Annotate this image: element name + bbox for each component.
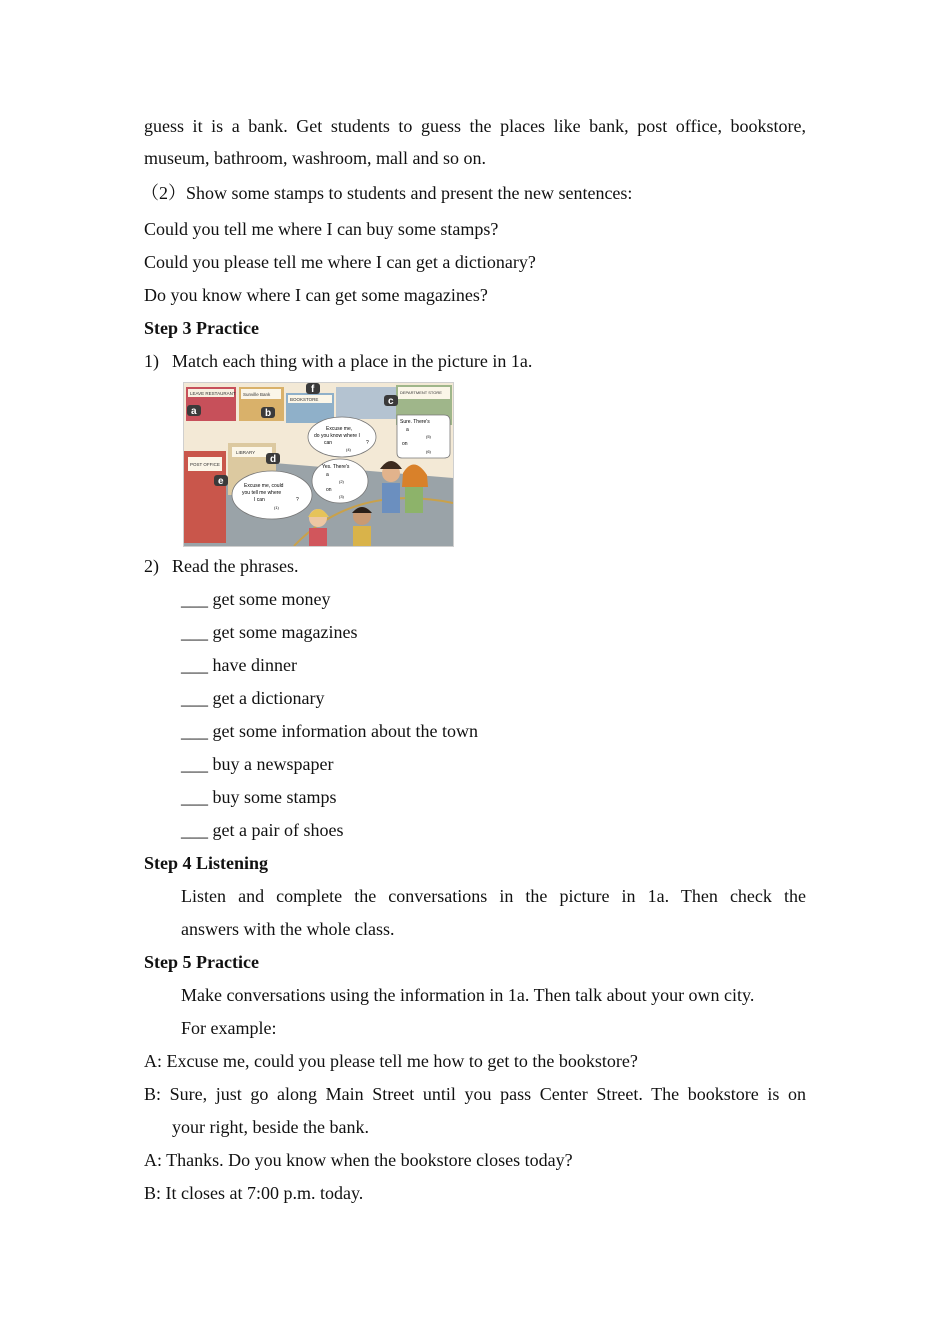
step5-paragraph-line-1: Make conversations using the information in 1a. Then talk about your own city.: [181, 985, 755, 1005]
item-text: Match each thing with a place in the picture in 1a.: [172, 351, 533, 371]
svg-text:b: b: [265, 408, 272, 419]
phrase-item: ___ get a dictionary: [181, 688, 325, 708]
item-number: 2): [144, 556, 159, 576]
sentence-1: Could you tell me where I can buy some stamps?: [144, 219, 499, 239]
bubble-left-line: Excuse me, could: [244, 483, 284, 489]
phrase-item: ___ have dinner: [181, 655, 297, 675]
intro-line-3: （2）Show some stamps to students and present the new sentences:: [141, 183, 633, 203]
bubble-mid-line: (2): [339, 479, 344, 484]
step3-item-2: [144, 555, 298, 577]
item-number: 1): [144, 351, 159, 371]
bubble-mid-line: on: [326, 487, 332, 493]
item-text: Read the phrases.: [172, 556, 299, 576]
sentence-2: Could you please tell me where I can get a dictionary?: [144, 252, 536, 272]
sentence-3: Do you know where I can get some magazines?: [144, 285, 488, 305]
sign-department-store: DEPARTMENT STORE: [400, 390, 442, 395]
svg-text:d: d: [270, 454, 277, 465]
dialogue-line: your right, beside the bank.: [172, 1117, 369, 1137]
label-f: [306, 383, 320, 395]
bubble-right-line: Sure. There's: [400, 419, 430, 425]
sign-bank: Sunville Bank: [243, 392, 271, 397]
dialogue-line: B: It closes at 7:00 p.m. today.: [144, 1183, 364, 1203]
bubble-left-line: you tell me where: [242, 490, 282, 496]
label-b: [261, 407, 275, 419]
svg-text:f: f: [311, 384, 315, 395]
phrase-item: ___ buy some stamps: [181, 787, 337, 807]
bubble-right-line: on: [402, 441, 408, 447]
dialogue-line: B: Sure, just go along Main Street until you pass Center Street. The bookstore is on: [144, 1084, 806, 1104]
bubble-left-line: I can: [254, 497, 265, 503]
bubble-left-line: (1): [274, 505, 279, 510]
svg-text:a: a: [191, 406, 197, 417]
bubble-right-line: a: [406, 427, 409, 433]
label-c: [384, 395, 398, 407]
svg-text:e: e: [218, 476, 224, 487]
dialogue-line: A: Thanks. Do you know when the bookstore closes today?: [144, 1150, 573, 1170]
intro-line-1: guess it is a bank. Get students to guess the places like bank, post office, bookstore,: [144, 116, 806, 136]
step3-heading: Step 3 Practice: [144, 318, 259, 338]
bubble-right-line: (5): [426, 434, 431, 439]
bubble-right-line: (6): [426, 449, 431, 454]
dialogue-line: A: Excuse me, could you please tell me how to get to the bookstore?: [144, 1051, 638, 1071]
sign-library: LIBRARY: [236, 450, 256, 455]
sign-bookstore: BOOKSTORE: [290, 397, 319, 402]
phrase-item: ___ get some money: [181, 589, 331, 609]
bubble-mid-line: (3): [339, 494, 344, 499]
phrase-item: ___ get some magazines: [181, 622, 358, 642]
label-e: [214, 475, 228, 487]
bubble-middle-line: do you know where I: [314, 433, 360, 439]
bubble-mid-line: a: [326, 472, 329, 478]
sign-post-office: POST OFFICE: [190, 462, 220, 467]
step4-heading: Step 4 Listening: [144, 853, 269, 873]
bubble-middle-line: ?: [366, 440, 369, 446]
town-picture: [183, 382, 454, 547]
step4-paragraph-line-2: answers with the whole class.: [181, 919, 395, 939]
bubble-middle-line: can: [324, 440, 333, 446]
bubble-middle-line: Excuse me,: [326, 426, 353, 432]
town-illustration: [184, 383, 453, 546]
bubble-left-line: ?: [296, 497, 299, 503]
intro-line-2: museum, bathroom, washroom, mall and so on.: [144, 148, 486, 168]
label-d: [266, 453, 280, 465]
phrase-item: ___ buy a newspaper: [181, 754, 334, 774]
step5-paragraph-line-2: For example:: [181, 1018, 277, 1038]
svg-text:c: c: [388, 396, 394, 407]
phrase-item: ___ get a pair of shoes: [181, 820, 344, 840]
bubble-middle-line: (4): [346, 447, 351, 452]
step4-paragraph-line-1: Listen and complete the conversations in the picture in 1a. Then check the: [181, 886, 806, 906]
bubble-mid-line: Yes. There's: [322, 464, 350, 470]
sign-restaurant: LEAVE RESTAURANT: [190, 391, 236, 396]
label-a: [187, 405, 201, 417]
phrase-item: ___ get some information about the town: [181, 721, 478, 741]
step3-item-1: [144, 350, 532, 372]
step5-heading: Step 5 Practice: [144, 952, 259, 972]
